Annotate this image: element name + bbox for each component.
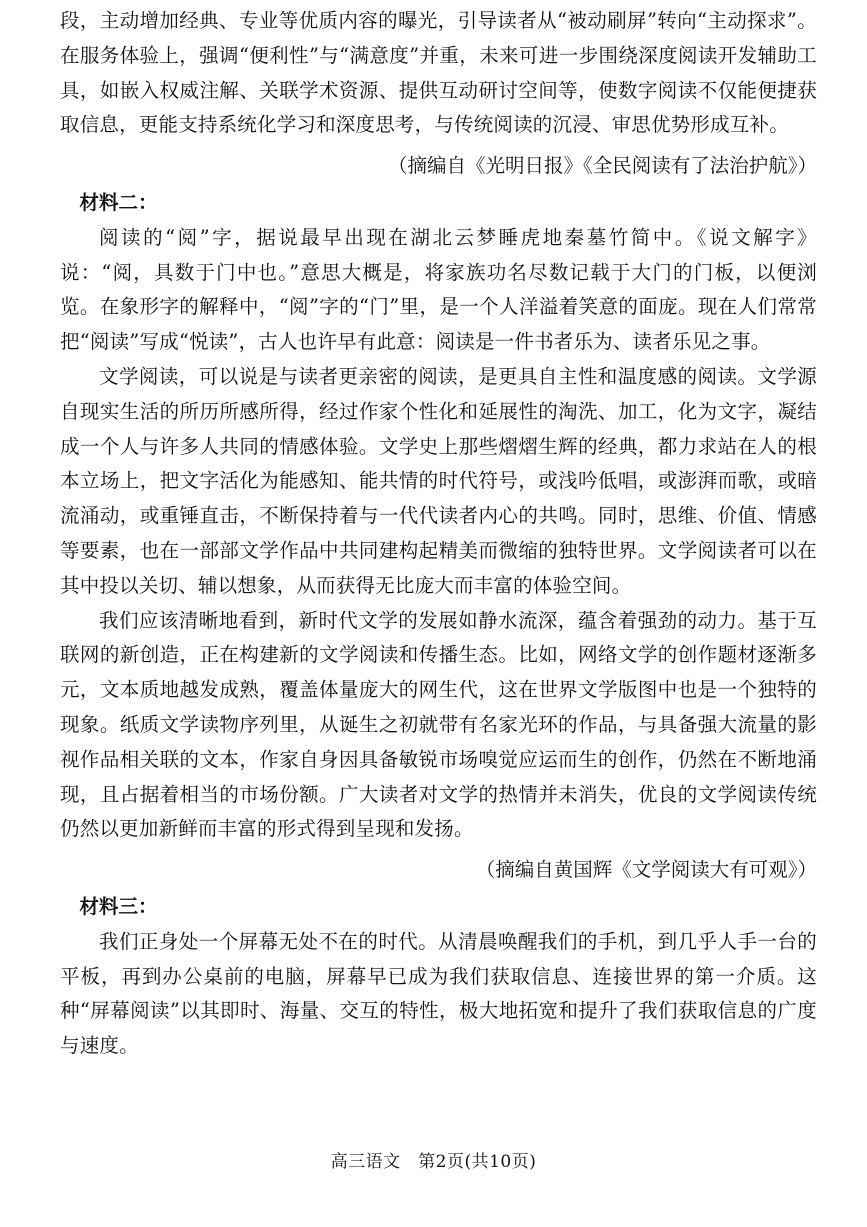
source-citation-1: （摘编自《光明日报》《全民阅读有了法治护航》） bbox=[387, 154, 817, 178]
material-2-paragraph-1: 阅读的“阅”字，据说最早出现在湖北云梦睡虎地秦墓竹简中。《说文解字》说：“阅，具数于门中也。”意思大概是，将家族功名尽数记载于大门的门板，以便浏览。在象形字的解释中，“阅”字的“门”里，是一个人洋溢着笑意的面庞。现在人们常常把“阅读”写成“悦读”，古人也许早有此意：阅读是一件书者乐为、读者乐见之事。 bbox=[60, 225, 817, 354]
page-footer: 高三语文 第2页(共10页) bbox=[330, 1152, 537, 1172]
material-2-paragraph-2: 文学阅读，可以说是与读者更亲密的阅读，是更具自主性和温度感的阅读。文学源自现实生活的所历所感所得，经过作家个性化和延展性的淘洗、加工，化为文字，凝结成一个人与许多人共同的情感体验。文学史上那些熠熠生辉的经典，都力求站在人的根本立场上，把文字活化为能感知、能共情的时代符号，或浅吟低唱，或澎湃而歌，或暗流涌动，或重锤直击，不断保持着与一代代读者内心的共鸣。同时，思维、价值、情感等要素，也在一部部文学作品中共同建构起精美而微缩的独特世界。文学阅读者可以在其中投以关切、辅以想象，从而获得无比庞大而丰富的体验空间。 bbox=[60, 364, 817, 597]
material-3-paragraph-1: 我们正身处一个屏幕无处不在的时代。从清晨唤醒我们的手机，到几乎人手一台的平板，再到办公桌前的电脑，屏幕早已成为我们获取信息、连接世界的第一介质。这种“屏幕阅读”以其即时、海量、交互的特性，极大地拓宽和提升了我们获取信息的广度与速度。 bbox=[60, 929, 817, 1058]
material-2-paragraph-3: 我们应该清晰地看到，新时代文学的发展如静水流深，蕴含着强劲的动力。基于互联网的新创造，正在构建新的文学阅读和传播生态。比如，网络文学的创作题材逐渐多元，文本质地越发成熟，覆盖体量庞大的网生代，这在世界文学版图中也是一个独特的现象。纸质文学读物序列里，从诞生之初就带有名家光环的作品，与具备强大流量的影视作品相关联的文本，作家自身因具备敏锐市场嗅觉应运而生的创作，仍然在不断地涌现，且占据着相当的市场份额。广大读者对文学的热情并未消失，优良的文学阅读传统仍然以更加新鲜而丰富的形式得到呈现和发扬。 bbox=[60, 608, 817, 841]
continuation-paragraph: 段，主动增加经典、专业等优质内容的曝光，引导读者从“被动刷屏”转向“主动探求”。在服务体验上，强调“便利性”与“满意度”并重，未来可进一步围绕深度阅读开发辅助工具，如嵌入权威注解、关联学术资源、提供互动研讨空间等，使数字阅读不仅能便捷获取信息，更能支持系统化学习和深度思考，与传统阅读的沉浸、审思优势形成互补。 bbox=[60, 9, 817, 137]
material-3-heading: 材料三： bbox=[79, 894, 158, 918]
material-2-heading: 材料二： bbox=[79, 190, 158, 214]
source-citation-2: （摘编自黄国辉《文学阅读大有可观》） bbox=[475, 858, 817, 882]
